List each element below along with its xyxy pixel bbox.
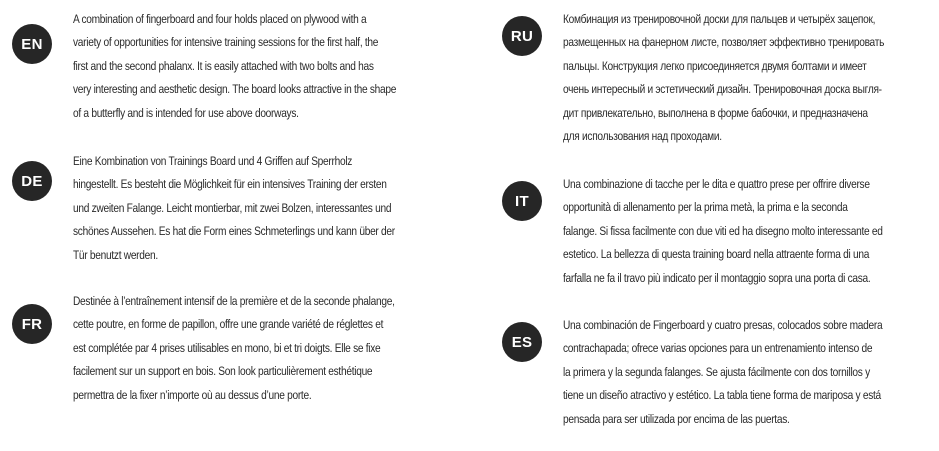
text-line: Una combinación de Fingerboard y cuatro presas, colocados sobre madera [563,318,883,332]
text-line: est complétée par 4 prises utilisables en mono, bi et tri doigts. Elle se fixe [73,340,381,355]
text-line: Una combinazione di tacche per le dita e quattro prese per offrire diverse [563,177,870,191]
language-badge-it: IT [502,181,542,221]
text-line: для использования над проходами. [563,129,722,144]
text-line: очень интересный и эстетический дизайн. Тренировочная доска выгля- [563,82,882,97]
language-badge-ru: RU [502,16,542,56]
description-fr [73,290,395,407]
text-line: hingestellt. Es besteht die Möglichkeit für ein intensives Training der ersten [73,177,387,192]
description-ru [563,8,884,148]
text-line: of a butterfly and is intended for use above doorways. [73,105,299,120]
description-es [563,314,882,431]
text-line: very interesting and aesthetic design. The board looks attractive in the shape [73,82,397,97]
text-line: cette poutre, en forme de papillon, offre une grande variété de réglettes et [73,317,384,332]
text-line: пальцы. Конструкция легко присоединяется двумя болтами и имеет [563,58,867,73]
section-de [12,150,466,267]
text-line: tiene un diseño atractivo y estético. La tabla tiene forma de mariposa y está [563,388,881,403]
text-line: A combination of fingerboard and four holds placed on plywood with a [73,12,367,26]
text-line: schönes Aussehen. Es hat die Form eines Schmeterlings und kann über der [73,224,395,239]
text-line: размещенных на фанерном листе, позволяет эффективно тренировать [563,35,885,50]
text-line: Tür benutzt werden. [73,247,158,262]
text-line: estetico. La bellezza di questa training board nella attraente forma di una [563,247,870,262]
text-line: дит привлекательно, выполнена в форме бабочки, и предназначена [563,105,868,120]
text-line: facilement sur un support en bois. Son look particulièrement esthétique [73,364,373,379]
text-line: Destinée à l’entraînement intensif de la première et de la seconde phalange, [73,294,395,308]
section-en [12,8,467,125]
section-fr [12,290,465,407]
description-de [73,150,395,267]
text-line: Eine Kombination von Trainings Board und 4 Griffen auf Sperrholz [73,154,353,168]
text-line: opportunità di allenamento per la prima metà, la prima e la seconda [563,200,848,215]
section-it [502,173,939,290]
description-it [563,173,883,290]
text-line: contrachapada; ofrece varias opciones para un entrenamiento intenso de [563,341,873,356]
text-line: variety of opportunities for intensive training sessions for the first half, the [73,35,379,50]
text-line: permettra de la fixer n’importe où au dessus d’une porte. [73,387,312,402]
language-badge-de: DE [12,161,52,201]
section-ru [502,8,939,148]
section-es [502,314,939,431]
text-line: la primera y la segunda falanges. Se ajusta fácilmente con dos tornillos y [563,364,870,379]
description-en [73,8,396,125]
text-line: Комбинация из тренировочной доски для пальцев и четырёх зацепок, [563,12,876,26]
text-line: farfalla ne fa il travo più indicato per il montaggio sopra una porta di casa. [563,270,871,285]
text-line: pensada para ser utilizada por encima de las puertas. [563,411,790,426]
language-badge-es: ES [502,322,542,362]
text-line: first and the second phalanx. It is easily attached with two bolts and has [73,58,374,73]
text-line: falange. Si fissa facilmente con due viti ed ha disegno molto interessante ed [563,223,883,238]
language-badge-fr: FR [12,304,52,344]
text-line: und zweiten Falange. Leicht montierbar, mit zwei Bolzen, interessantes und [73,200,392,215]
language-badge-en: EN [12,24,52,64]
